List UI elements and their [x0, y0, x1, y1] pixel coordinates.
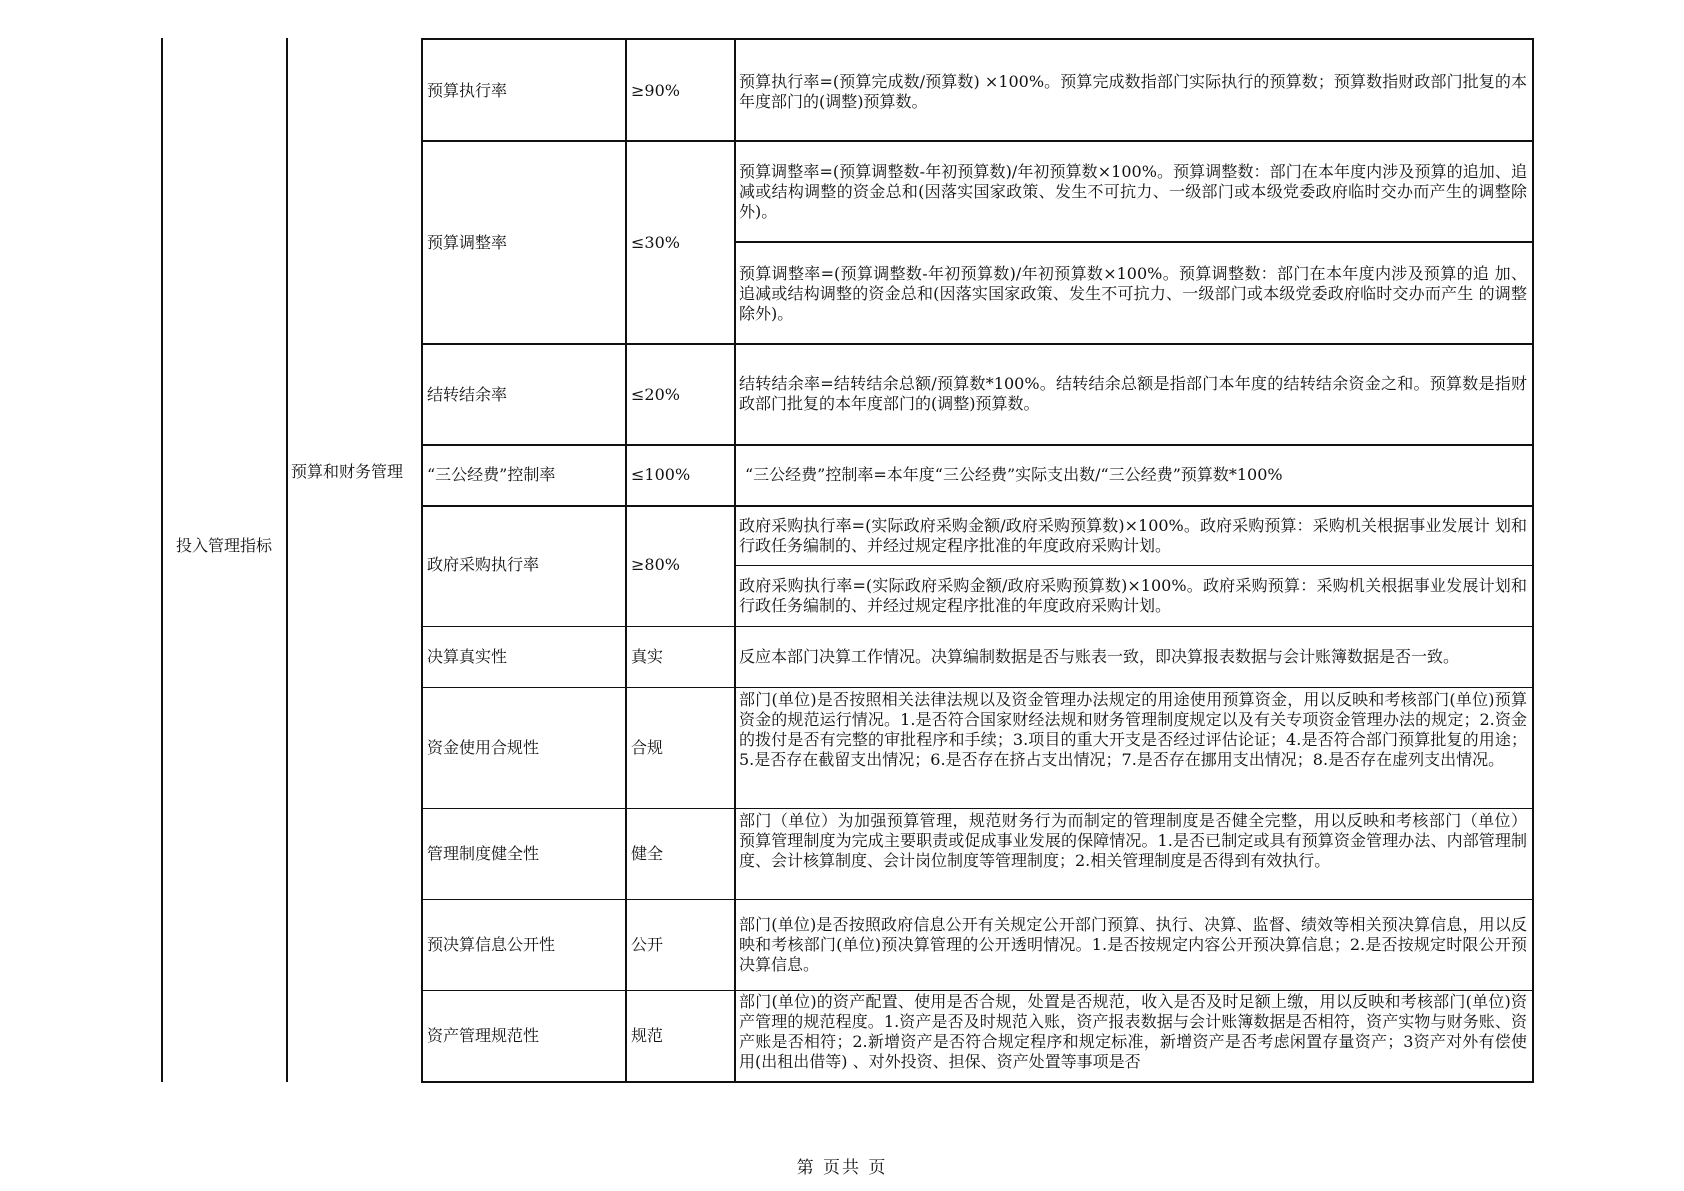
row-separator [421, 687, 1534, 688]
indicator-name: 资金使用合规性 [427, 738, 540, 757]
name-col-left-border [421, 38, 423, 1082]
indicator-name: 预决算信息公开性 [427, 935, 556, 954]
standard-col-left-border [625, 38, 627, 1082]
indicator-description: 结转结余率=结转结余总额/预算数*100%。结转结余总额是指部门本年度的结转结余资金之和。预算数是指财政部门批复的本年度部门的(调整)预算数。 [739, 374, 1527, 413]
indicator-name: 决算真实性 [427, 647, 508, 666]
left-border-line [161, 38, 163, 1082]
indicator-name: 资产管理规范性 [427, 1026, 540, 1045]
indicator-standard: ≥90% [631, 81, 680, 100]
indicator-description: 反应本部门决算工作情况。决算编制数据是否与账表一致，即决算报表数据与会计账簿数据是否一致。 [739, 647, 1460, 666]
indicator-description: 预算调整率=(预算调整数-年初预算数)/年初预算数×100%。预算调整数：部门在本年度内涉及预算的追加、追减或结构调整的资金总和(因落实国家政策、发生不可抗力、一级部门或本级党委政府临时交办而产生的调整除外)。 [739, 162, 1527, 221]
indicator-standard: ≤100% [631, 465, 691, 484]
desc-col-left-border [734, 38, 736, 1082]
indicator-description: 预算调整率=(预算调整数-年初预算数)/年初预算数×100%。预算调整数：部门在本年度内涉及预算的追 加、追减或结构调整的资金总和(因落实国家政策、发生不可抗力、一级部门或本级党委政府临时交办而产生 的调整除外)。 [739, 264, 1527, 323]
indicator-description: 政府采购执行率=(实际政府采购金额/政府采购预算数)×100%。政府采购预算：采购机关根据事业发展计划和行政任务编制的、并经过规定程序批准的年度政府采购计划。 [739, 576, 1527, 615]
indicator-description: 预算执行率=(预算完成数/预算数) ×100%。预算完成数指部门实际执行的预算数；预算数指财政部门批复的本年度部门的(调整)预算数。 [739, 72, 1527, 111]
page-footer: 第 页共 页 [796, 1158, 888, 1178]
indicator-name: 政府采购执行率 [427, 555, 540, 574]
level2-label: 预算和财务管理 [291, 462, 404, 481]
level2-left-border [286, 38, 288, 1082]
indicator-name: 结转结余率 [427, 385, 508, 404]
desc-subrow-separator [734, 241, 1534, 243]
right-border-line [1532, 38, 1534, 1082]
indicator-description: 部门(单位)的资产配置、使用是否合规，处置是否规范，收入是否及时足额上缴，用以反映和考核部门(单位)资产管理的规范程度。1.资产是否及时规范入账，资产报表数据与会计账簿数据是否相符，资产实物与财务账、资产账是否相符；2.新增资产是否符合规定程序和规定标准，新增资产是否考虑闲置存量资产；3资产对外有偿使用(出租出借等) 、对外投资、担保、资产处置等事项是否 [739, 992, 1527, 1071]
row-separator [421, 808, 1534, 809]
row-separator [421, 38, 1534, 40]
indicator-standard: ≥80% [631, 555, 680, 574]
row-separator [421, 626, 1534, 627]
indicator-description: 部门(单位)是否按照政府信息公开有关规定公开部门预算、执行、决算、监督、绩效等相关预决算信息，用以反映和考核部门(单位)预决算管理的公开透明情况。1.是否按规定内容公开预决算信息；2.是否按规定时限公开预决算信息。 [739, 915, 1527, 974]
indicator-description: 部门(单位)是否按照相关法律法规以及资金管理办法规定的用途使用预算资金，用以反映和考核部门(单位)预算资金的规范运行情况。1.是否符合国家财经法规和财务管理制度规定以及有关专项资金管理办法的规定；2.资金的拨付是否有完整的审批程序和手续；3.项目的重大开支是否经过评估论证；4.是否符合部门预算批复的用途；5.是否存在截留支出情况；6.是否存在挤占支出情况；7.是否存在挪用支出情况；8.是否存在虚列支出情况。 [739, 690, 1527, 769]
row-separator [421, 343, 1534, 345]
indicator-name: 预算执行率 [427, 81, 508, 100]
indicator-name: 管理制度健全性 [427, 844, 540, 863]
row-separator [421, 505, 1534, 507]
row-separator [421, 444, 1534, 446]
row-separator [421, 1081, 1534, 1083]
indicator-name: 预算调整率 [427, 233, 508, 252]
indicator-standard: 健全 [631, 844, 664, 863]
indicator-standard: 规范 [631, 1026, 664, 1045]
indicator-description: “三公经费”控制率=本年度“三公经费”实际支出数/“三公经费”预算数*100% [745, 465, 1283, 484]
level1-label: 投入管理指标 [176, 536, 273, 555]
desc-subrow-separator [734, 565, 1534, 566]
indicator-standard: 真实 [631, 647, 664, 666]
indicator-description: 政府采购执行率=(实际政府采购金额/政府采购预算数)×100%。政府采购预算：采购机关根据事业发展计 划和行政任务编制的、并经过规定程序批准的年度政府采购计划。 [739, 516, 1527, 555]
indicator-standard: 合规 [631, 738, 664, 757]
row-separator [421, 990, 1534, 991]
indicator-description: 部门（单位）为加强预算管理，规范财务行为而制定的管理制度是否健全完整，用以反映和考核部门（单位） 预算管理制度为完成主要职责或促成事业发展的保障情况。1.是否已制定或具有预算资金管理办法、内部管理制度、会计核算制度、会计岗位制度等管理制度；2.相关管理制度是否得到有效执行。 [739, 811, 1527, 870]
row-separator [421, 899, 1534, 900]
indicator-name: “三公经费”控制率 [427, 465, 556, 484]
row-separator [421, 140, 1534, 142]
indicator-standard: ≤30% [631, 233, 680, 252]
indicator-standard: ≤20% [631, 385, 680, 404]
indicator-standard: 公开 [631, 935, 664, 954]
